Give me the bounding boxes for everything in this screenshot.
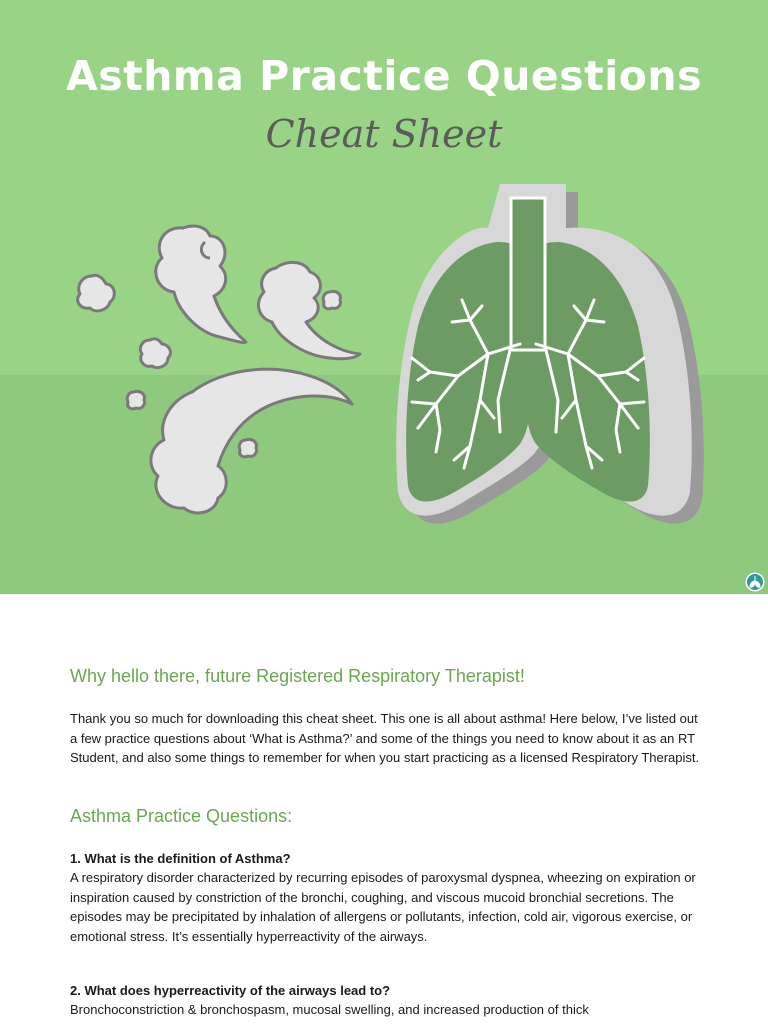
breath-clouds-icon — [78, 226, 360, 513]
practice-heading: Asthma Practice Questions: — [70, 806, 293, 826]
hero-title: Asthma Practice Questions — [65, 52, 703, 100]
intro-heading: Why hello there, future Registered Respiratory Therapist! — [70, 666, 525, 686]
hero-subtitle: Cheat Sheet — [265, 112, 503, 156]
question-title: 2. What does hyperreactivity of the airways lead to? — [70, 983, 391, 998]
question-answer: A respiratory disorder characterized by recurring episodes of paroxysmal dyspnea, wheezing on expiration or inspiration caused by constriction of the bronchi, coughing, and viscous mucoid bronchial secretions. The episodes may be precipitated by inhalation of allergens or pollutants, infection, cold air, vigorous exercise, or emotional stress. It’s essentially hyperreactivity of the airways. — [70, 870, 696, 944]
lungs-logo-icon — [745, 572, 765, 592]
lungs-icon — [396, 184, 704, 524]
intro-body: Thank you so much for downloading this cheat sheet. This one is all about asthma! Here below, I’ve listed out a few practice questions about ‘What is Asthma?’ and some of the things you need to know about it as an RT Student, and also some things to remember for when you start practicing as a licensed Respiratory Therapist. — [70, 711, 700, 765]
question-answer: Bronchoconstriction & bronchospasm, mucosal swelling, and increased production of thick — [70, 1002, 589, 1017]
question-title: 1. What is the definition of Asthma? — [70, 851, 291, 866]
